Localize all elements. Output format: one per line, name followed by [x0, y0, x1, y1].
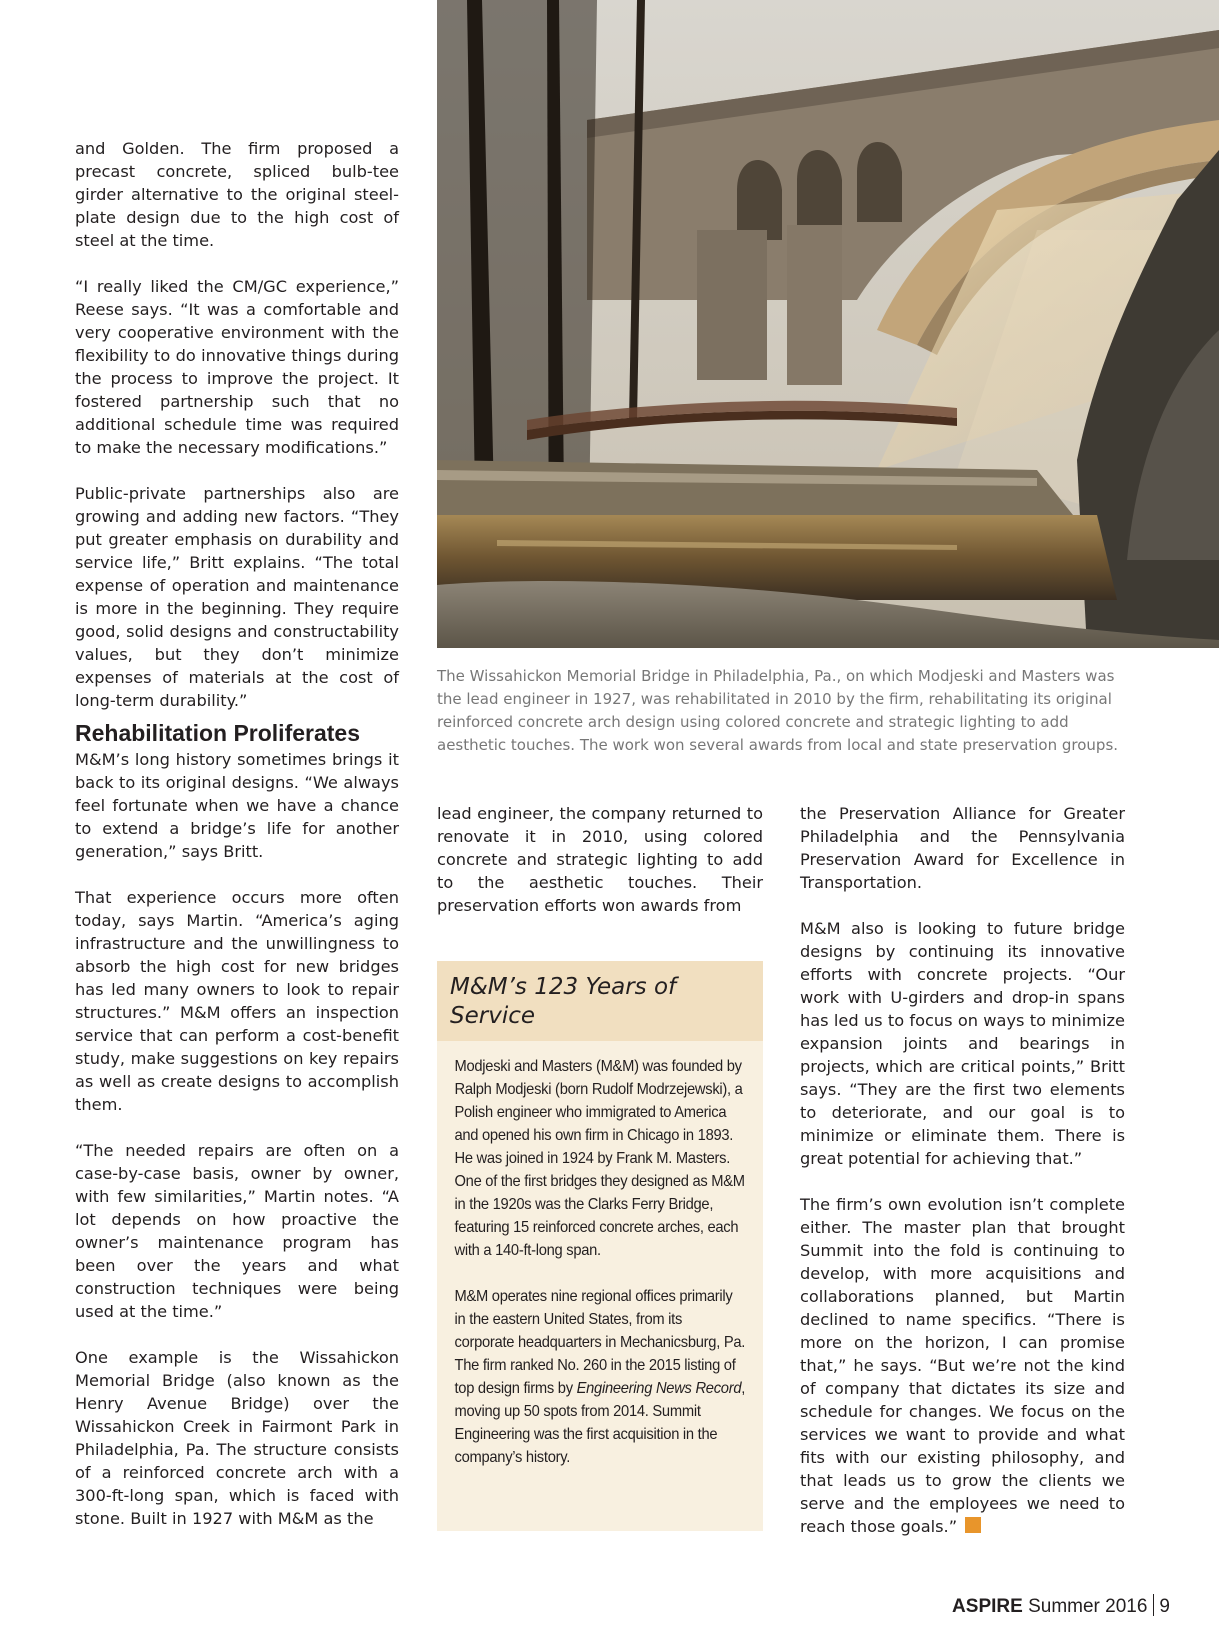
sidebar-paragraph: Modjeski and Masters (M&M) was founded by Ralph Modjeski (born Rudolf Modrzejewski), a Polish engineer who immigrated to America and opened his own firm in Chicago in 1893. He was joined in 1924 by Frank M. Masters. One of the first bridges they designed as M&M in the 1920s was the Clarks Ferry Bridge, featuring 15 reinforced concrete arches, each with a 140-ft-long span. — [454, 1058, 745, 1259]
paragraph: That experience occurs more often today, says Martin. “America’s aging infrastructure and the unwillingness to absorb the high cost for new bridges has led many owners to look to repair structures.” M&M offers an inspection service that can perform a cost-benefit study, make suggestions on key repairs as well as create designs to accomplish them. — [75, 888, 399, 1114]
paragraph — [800, 1193, 1125, 1538]
photo-caption: The Wissahickon Memorial Bridge in Philadelphia, Pa., on which Modjeski and Masters was the lead engineer in 1927, was rehabilitated in 2010 by the firm, rehabilitating its original reinforced concrete arch design using colored concrete and strategic lighting to add aesthetic touches. The work won several awards from local and state preservation groups. — [437, 667, 1119, 754]
sidebar-title: M&M’s 123 Years of Service — [437, 961, 763, 1041]
paragraph-text: The firm’s own evolution isn’t complete either. The master plan that brought Summit into the fold is continuing to develop, with more acquisitions and collaborations planned, but Martin declined to name specifics. “There is more on the horizon, I can promise that,” he says. “But we’re not the kind of company that dictates its size and schedule for changes. We focus on the services we want to provide and what fits with our existing philosophy, and that leads us to grow the clients we serve and the employees we need to reach those goals.” — [800, 1195, 1125, 1536]
article-column-1 — [75, 137, 399, 1553]
sidebar-body — [437, 1041, 762, 1469]
article-column-2 — [437, 802, 763, 940]
paragraph: lead engineer, the company returned to renovate it in 2010, using colored concrete and strategic lighting to add to the aesthetic touches. Their preservation efforts won awards from — [437, 804, 763, 915]
paragraph: “I really liked the CM/GC experience,” Reese says. “It was a comfortable and very cooperative environment with the flexibility to do innovative things during the process to improve the project. It fostered partnership such that no additional schedule time was required to make the necessary modifications.” — [75, 277, 399, 457]
paragraph: One example is the Wissahickon Memorial Bridge (also known as the Henry Avenue Bridge) over the Wissahickon Creek in Fairmont Park in Philadelphia, Pa. The structure consists of a reinforced concrete arch with a 300-ft-long span, which is faced with stone. Built in 1927 with M&M as the — [75, 1348, 399, 1528]
footer-divider — [1153, 1594, 1154, 1616]
paragraph: M&M’s long history sometimes brings it back to its original designs. “We always feel fortunate when we have a chance to extend a bridge’s life for another generation,” says Britt. — [75, 750, 399, 861]
paragraph: and Golden. The firm proposed a precast concrete, spliced bulb-tee girder alternative to the original steel-plate design due to the high cost of steel at the time. — [75, 139, 399, 250]
article-end-icon — [965, 1517, 981, 1533]
paragraph: M&M also is looking to future bridge designs by continuing its innovative efforts with concrete projects. “Our work with U-girders and drop-in spans has led us to focus on ways to minimize expansion joints and bearings in projects, which are critical points,” Britt says. “They are the first two elements to deteriorate, and our goal is to minimize or eliminate them. There is great potential for achieving that.” — [800, 919, 1125, 1168]
paragraph: “The needed repairs are often on a case-by-case basis, owner by owner, with few similarities,” Martin notes. “A lot depends on how proactive the owner’s maintenance program has been over the years and what construction techniques were being used at the time.” — [75, 1141, 399, 1321]
sidebar-paragraph — [454, 1285, 745, 1469]
page-number: 9 — [1159, 1596, 1170, 1617]
issue-label: Summer 2016 — [1028, 1596, 1148, 1617]
magazine-name: ASPIRE — [952, 1596, 1023, 1617]
paragraph: Public-private partnerships also are growing and adding new factors. “They put greater emphasis on durability and service life,” Britt explains. “The total expense of operation and maintenance is more in the beginning. They require good, solid designs and constructability values, but they don’t minimize expenses of materials at the cost of long-term durability.” — [75, 484, 399, 710]
bridge-photo — [437, 0, 1219, 648]
page-footer — [950, 1594, 1170, 1618]
paragraph: the Preservation Alliance for Greater Philadelphia and the Pennsylvania Preservation Award for Excellence in Transportation. — [800, 804, 1125, 892]
article-column-3 — [800, 802, 1125, 1561]
section-heading: Rehabilitation Proliferates — [75, 720, 361, 746]
sidebar-box — [437, 961, 763, 1531]
sidebar-text: , moving up 50 spots from 2014. Summit Engineering was the first acquisition in the company’s history. — [454, 1380, 746, 1466]
sidebar-text: M&M operates nine regional offices primarily in the eastern United States, from its corporate headquarters in Mechanicsburg, Pa. The firm ranked No. 260 in the 2015 listing of top design firms by — [454, 1288, 746, 1397]
publication-name: Engineering News Record — [576, 1380, 742, 1397]
